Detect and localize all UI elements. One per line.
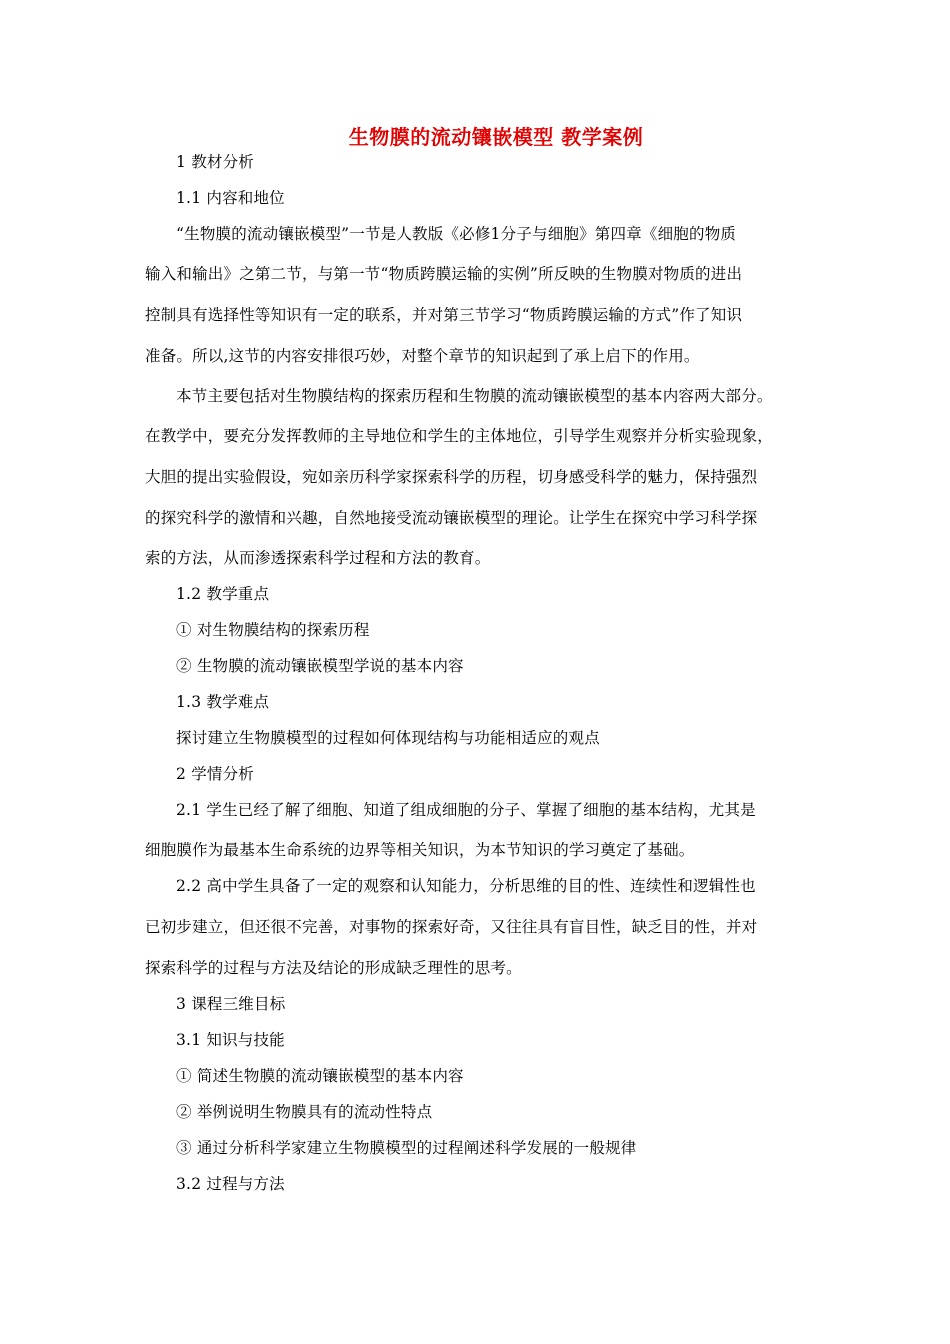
paragraph-line: 的探究科学的激情和兴趣，自然地接受流动镶嵌模型的理论。让学生在探究中学习科学探 bbox=[145, 509, 758, 527]
paragraph-line: 输入和输出》之第二节，与第一节“物质跨膜运输的实例”所反映的生物膜对物质的进出 bbox=[145, 265, 743, 283]
paragraph-line: 已初步建立，但还很不完善，对事物的探索好奇，又往往具有盲目性，缺乏目的性，并对 bbox=[145, 918, 758, 936]
subsection-heading: 1.1 内容和地位 bbox=[176, 189, 285, 207]
list-item: ① 对生物膜结构的探索历程 bbox=[176, 621, 370, 639]
list-item: ③ 通过分析科学家建立生物膜模型的过程阐述科学发展的一般规律 bbox=[176, 1139, 637, 1157]
section-heading: 2 学情分析 bbox=[176, 765, 254, 783]
paragraph-line: 探索科学的过程与方法及结论的形成缺乏理性的思考。 bbox=[145, 959, 522, 977]
paragraph-line: 索的方法，从而渗透探索科学过程和方法的教育。 bbox=[145, 549, 491, 567]
paragraph-line: 细胞膜作为最基本生命系统的边界等相关知识，为本节知识的学习奠定了基础。 bbox=[145, 841, 695, 859]
subsection-heading: 3.2 过程与方法 bbox=[176, 1175, 285, 1193]
document-title: 生物膜的流动镶嵌模型 教学案例 bbox=[348, 125, 644, 149]
list-item: ② 举例说明生物膜具有的流动性特点 bbox=[176, 1103, 433, 1121]
subsection-heading: 1.2 教学重点 bbox=[176, 585, 270, 603]
paragraph-line: 控制具有选择性等知识有一定的联系，并对第三节学习“物质跨膜运输的方式”作了知识 bbox=[145, 306, 743, 324]
paragraph-line: “生物膜的流动镶嵌模型”一节是人教版《必修1分子与细胞》第四章《细胞的物质 bbox=[176, 225, 737, 243]
list-item: ② 生物膜的流动镶嵌模型学说的基本内容 bbox=[176, 657, 464, 675]
section-heading: 3 课程三维目标 bbox=[176, 995, 286, 1013]
list-item: ① 简述生物膜的流动镶嵌模型的基本内容 bbox=[176, 1067, 464, 1085]
paragraph-line: 探讨建立生物膜模型的过程如何体现结构与功能相适应的观点 bbox=[176, 729, 600, 747]
paragraph-line: 本节主要包括对生物膜结构的探索历程和生物膜的流动镶嵌模型的基本内容两大部分。 bbox=[176, 387, 773, 405]
section-heading: 1 教材分析 bbox=[176, 153, 254, 171]
paragraph-line: 在教学中，要充分发挥教师的主导地位和学生的主体地位，引导学生观察并分析实验现象， bbox=[145, 427, 774, 445]
subsection-heading: 3.1 知识与技能 bbox=[176, 1031, 285, 1049]
paragraph-line: 2.2 高中学生具备了一定的观察和认知能力，分析思维的目的性、连续性和逻辑性也 bbox=[176, 877, 756, 895]
subsection-heading: 1.3 教学难点 bbox=[176, 693, 270, 711]
paragraph-line: 大胆的提出实验假设，宛如亲历科学家探索科学的历程，切身感受科学的魅力，保持强烈 bbox=[145, 468, 758, 486]
paragraph-line: 准备。所以,这节的内容安排很巧妙，对整个章节的知识起到了承上启下的作用。 bbox=[145, 347, 700, 365]
paragraph-line: 2.1 学生已经了解了细胞、知道了组成细胞的分子、掌握了细胞的基本结构，尤其是 bbox=[176, 801, 756, 819]
